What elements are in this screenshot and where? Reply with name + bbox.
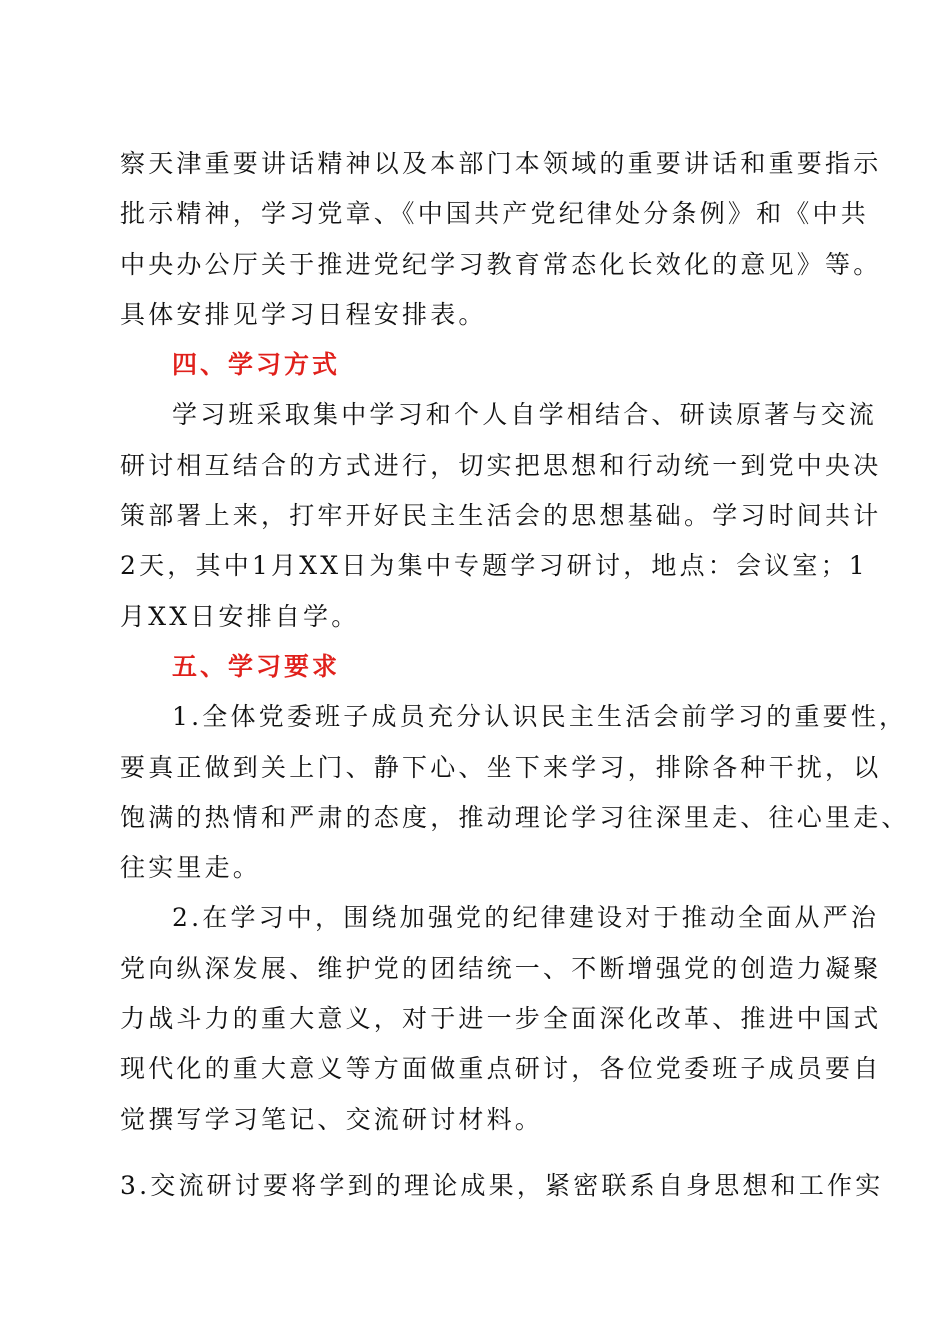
text-line: 中央办公厅关于推进党纪学习教育常态化长效化的意见》等。	[120, 249, 882, 279]
section-heading-study-method: 四、学习方式	[172, 350, 341, 380]
text-line: 月XX日安排自学。	[120, 601, 360, 631]
text-line: 觉撰写学习笔记、交流研讨材料。	[120, 1104, 544, 1134]
requirement-item-3	[120, 1161, 884, 1211]
paragraph-gap	[120, 1145, 840, 1161]
text-line: 研讨相互结合的方式进行，切实把思想和行动统一到党中央决	[120, 450, 882, 480]
section-heading-study-requirements: 五、学习要求	[172, 651, 341, 681]
text-line: 2天，其中1月XX日为集中专题学习研讨，地点：会议室；1	[120, 551, 868, 581]
requirement-item-2	[120, 893, 882, 1144]
text-line: 察天津重要讲话精神以及本部门本领域的重要讲话和重要指示	[120, 149, 882, 178]
text-line: 1.全体党委班子成员充分认识民主生活会前学习的重要性，	[172, 702, 908, 732]
text-line: 2.在学习中，围绕加强党的纪律建设对于推动全面从严治	[172, 903, 880, 933]
text-line: 要真正做到关上门、静下心、坐下来学习，排除各种干扰，以	[120, 752, 882, 782]
text-line: 饱满的热情和严肃的态度，推动理论学习往深里走、往心里走、	[120, 802, 910, 832]
text-line: 批示精神，学习党章、《中国共产党纪律处分条例》和《中共	[120, 199, 869, 229]
paragraph-study-content	[120, 139, 882, 340]
text-line: 力战斗力的重大意义，对于进一步全面深化改革、推进中国式	[120, 1004, 882, 1034]
text-line: 学习班采取集中学习和个人自学相结合、研读原著与交流	[172, 400, 878, 430]
text-line: 策部署上来，打牢开好民主生活会的思想基础。学习时间共计	[120, 501, 882, 531]
text-line: 往实里走。	[120, 853, 262, 883]
document-page	[120, 139, 910, 1211]
text-line: 党向纵深发展、维护党的团结统一、不断增强党的创造力凝聚	[120, 953, 882, 983]
requirement-item-1	[120, 692, 910, 893]
text-line: 具体安排见学习日程安排表。	[120, 299, 487, 329]
text-line: 现代化的重大意义等方面做重点研讨，各位党委班子成员要自	[120, 1054, 882, 1084]
paragraph-study-method	[120, 390, 882, 641]
text-line: 3.交流研讨要将学到的理论成果，紧密联系自身思想和工作实	[120, 1170, 884, 1200]
